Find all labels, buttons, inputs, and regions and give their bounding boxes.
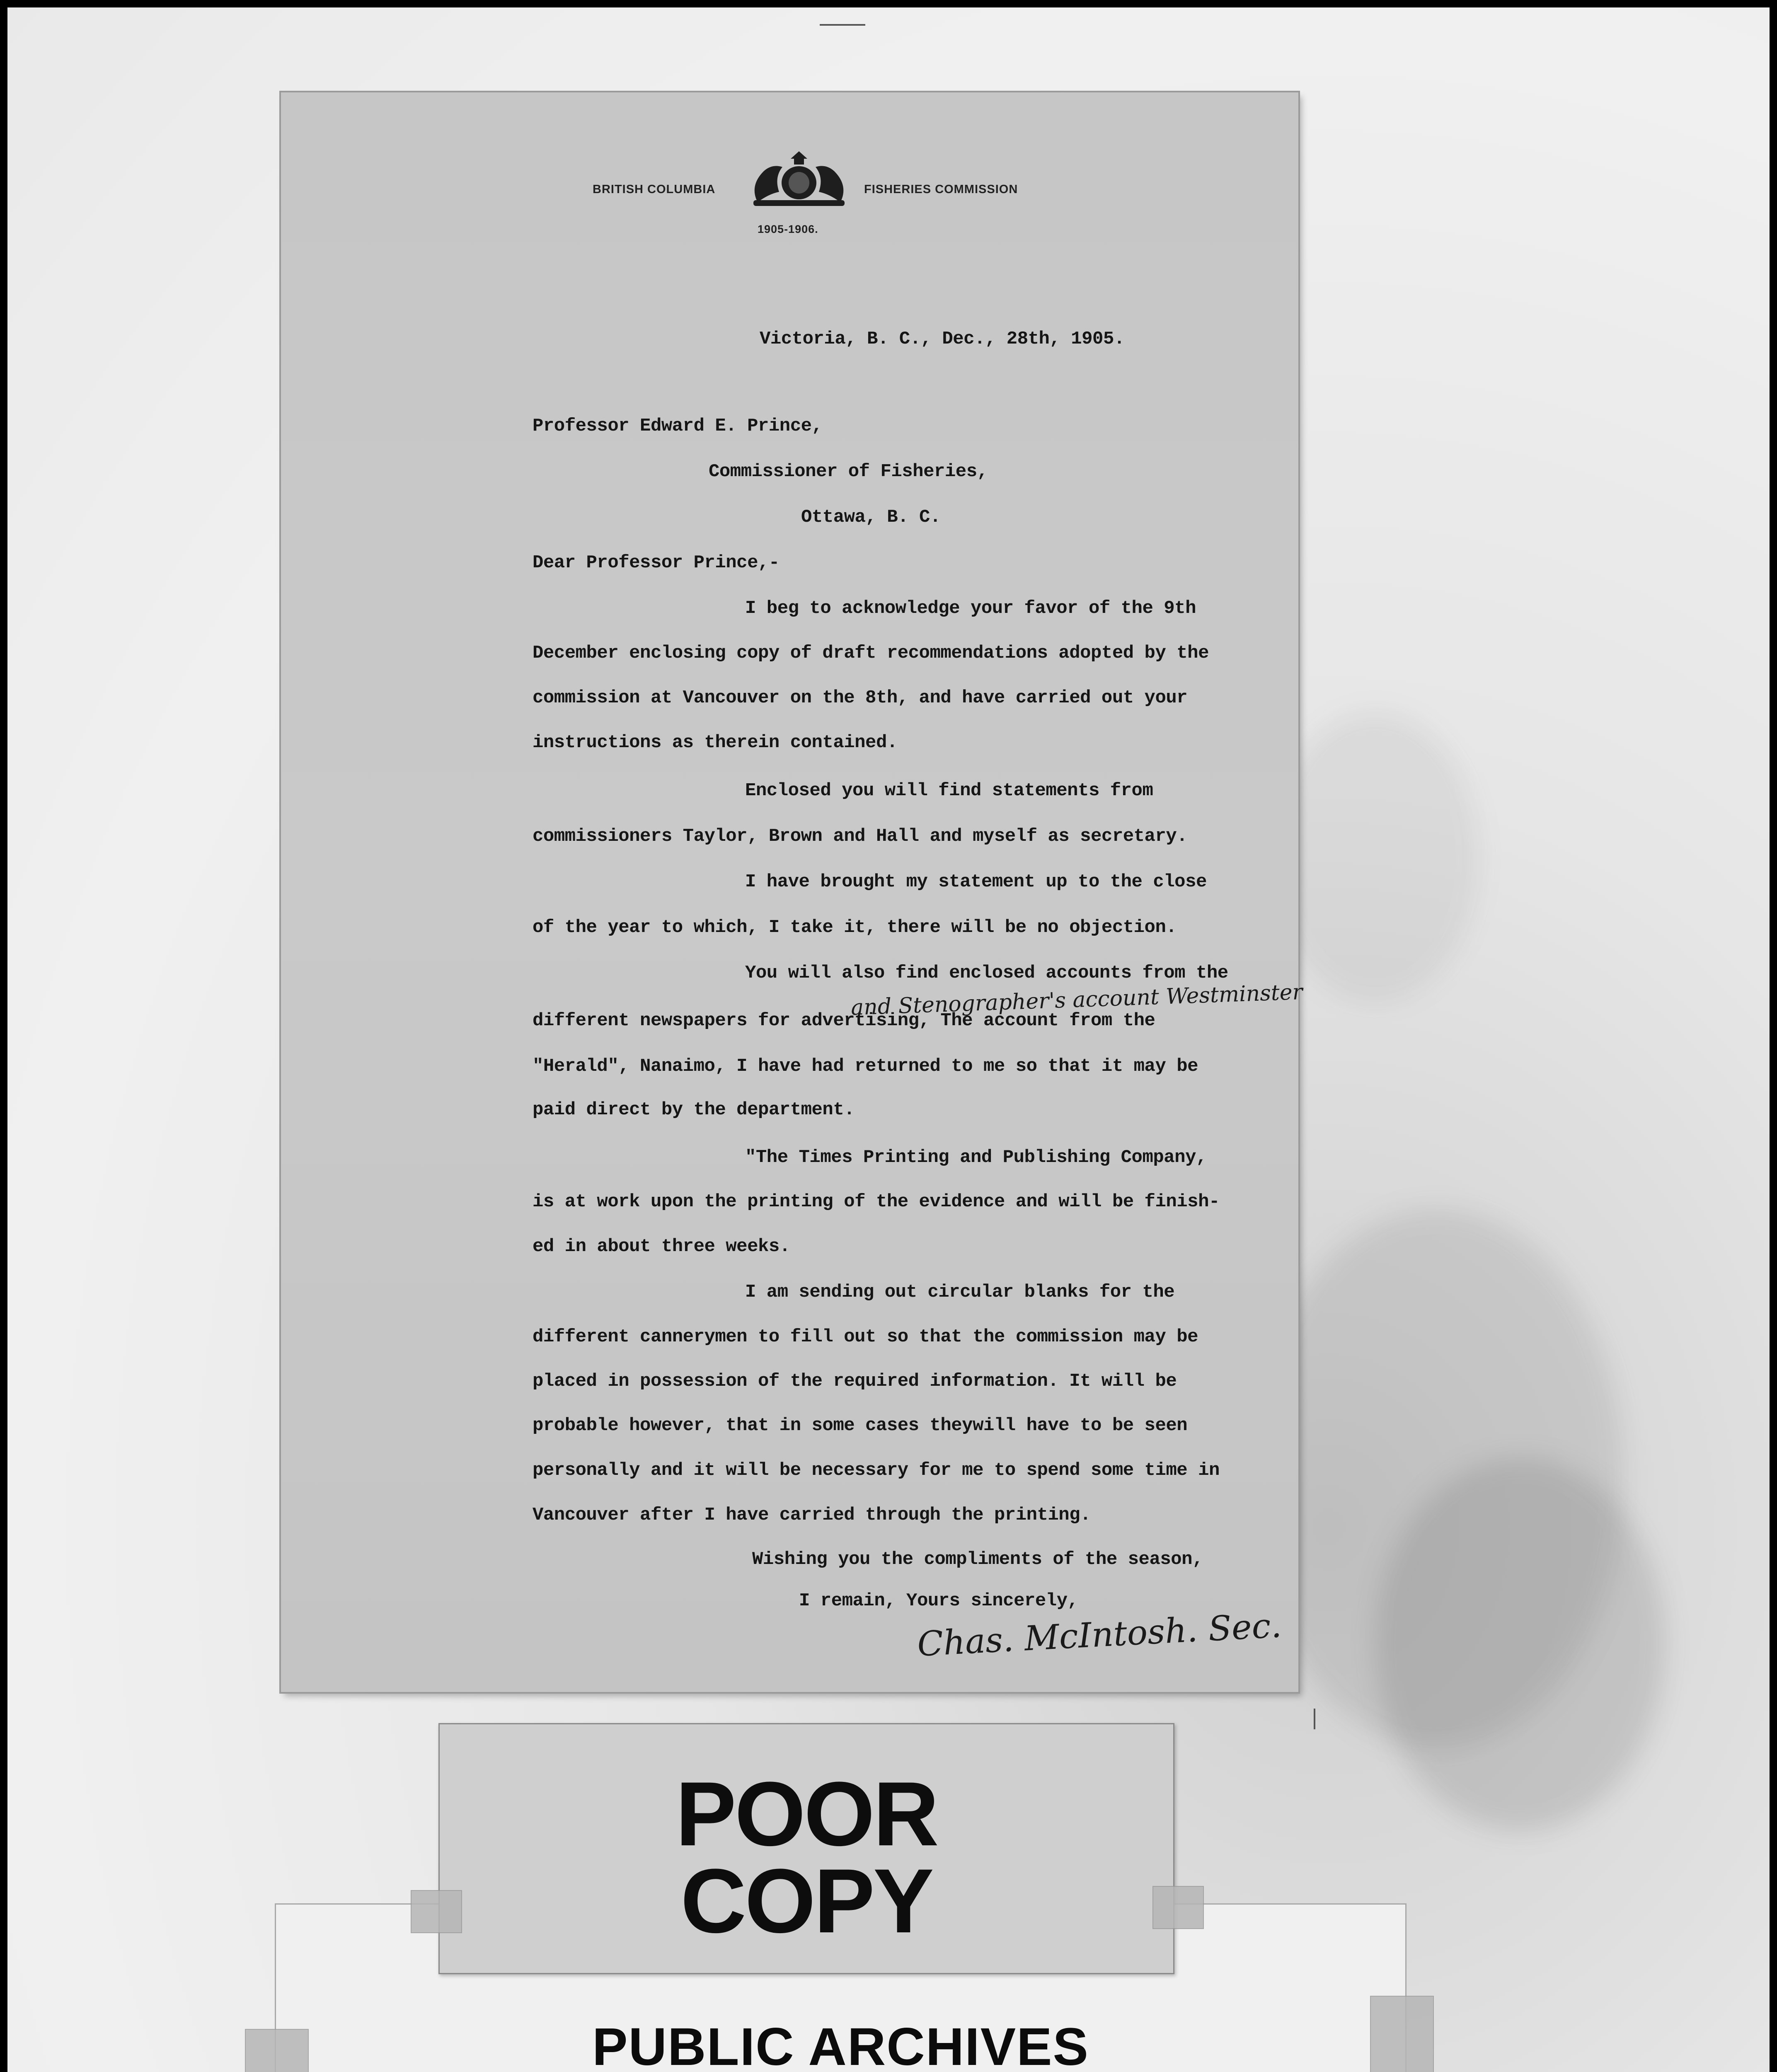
body-line: Vancouver after I have carried through the printing. — [533, 1505, 1091, 1525]
letterhead-right: FISHERIES COMMISSION — [864, 183, 1018, 196]
archives-line-english: PUBLIC ARCHIVES — [592, 2017, 1089, 2072]
body-line: I have brought my statement up to the close — [745, 871, 1207, 892]
body-line: "The Times Printing and Publishing Company, — [745, 1147, 1207, 1168]
body-line: December enclosing copy of draft recommendations adopted by the — [533, 643, 1209, 663]
handwritten-insert: and Stenographer's account Westminster — [850, 979, 1303, 1021]
letter-page — [281, 92, 1303, 1692]
body-line: You will also find enclosed accounts from the — [745, 963, 1228, 983]
body-line: Wishing you the compliments of the season, — [752, 1549, 1203, 1570]
body-line: Enclosed you will find statements from — [745, 780, 1153, 801]
body-line: is at work upon the printing of the evidence and will be finish- — [533, 1191, 1220, 1212]
letterhead-left: BRITISH COLUMBIA — [593, 183, 716, 196]
letter-date: Victoria, B. C., Dec., 28th, 1905. — [760, 329, 1125, 349]
body-line: personally and it will be necessary for me to spend some time in — [533, 1460, 1220, 1481]
body-line: instructions as therein contained. — [533, 732, 898, 753]
body-line: of the year to which, I take it, there will be no objection. — [533, 917, 1177, 938]
microfilm-frame — [7, 7, 1770, 2072]
film-scratch — [820, 24, 865, 26]
poor-copy-label — [438, 1723, 1174, 1974]
addressee-name: Professor Edward E. Prince, — [533, 416, 823, 436]
body-line: different cannerymen to fill out so that the commission may be — [533, 1326, 1198, 1347]
body-line: paid direct by the department. — [533, 1099, 855, 1120]
body-line: probable however, that in some cases theywill have to be seen — [533, 1415, 1188, 1436]
body-line: different newspapers for advertising, The account from the — [533, 1010, 1155, 1031]
salutation: Dear Professor Prince,- — [533, 552, 780, 573]
body-line: placed in possession of the required information. It will be — [533, 1371, 1177, 1392]
closing: I remain, Yours sincerely, — [799, 1590, 1078, 1611]
body-line: commissioners Taylor, Brown and Hall and myself as secretary. — [533, 826, 1188, 847]
body-line: I am sending out circular blanks for the — [745, 1282, 1175, 1302]
body-line: ed in about three weeks. — [533, 1236, 790, 1257]
poor-copy-line-2: COPY — [680, 1850, 932, 1952]
addressee-city: Ottawa, B. C. — [801, 507, 941, 528]
poor-copy-line-1: POOR — [675, 1763, 937, 1865]
body-line: I beg to acknowledge your favor of the 9th — [745, 598, 1196, 619]
letterhead-years: 1905-1906. — [758, 223, 818, 235]
signature: Chas. McIntosh. Sec. — [916, 1606, 1283, 1664]
coat-of-arms-icon — [741, 150, 857, 211]
body-line: commission at Vancouver on the 8th, and have carried out your — [533, 687, 1188, 708]
film-scratch — [1314, 1709, 1315, 1729]
addressee-title: Commissioner of Fisheries, — [709, 461, 988, 482]
body-line: "Herald", Nanaimo, I have had returned to me so that it may be — [533, 1056, 1198, 1077]
